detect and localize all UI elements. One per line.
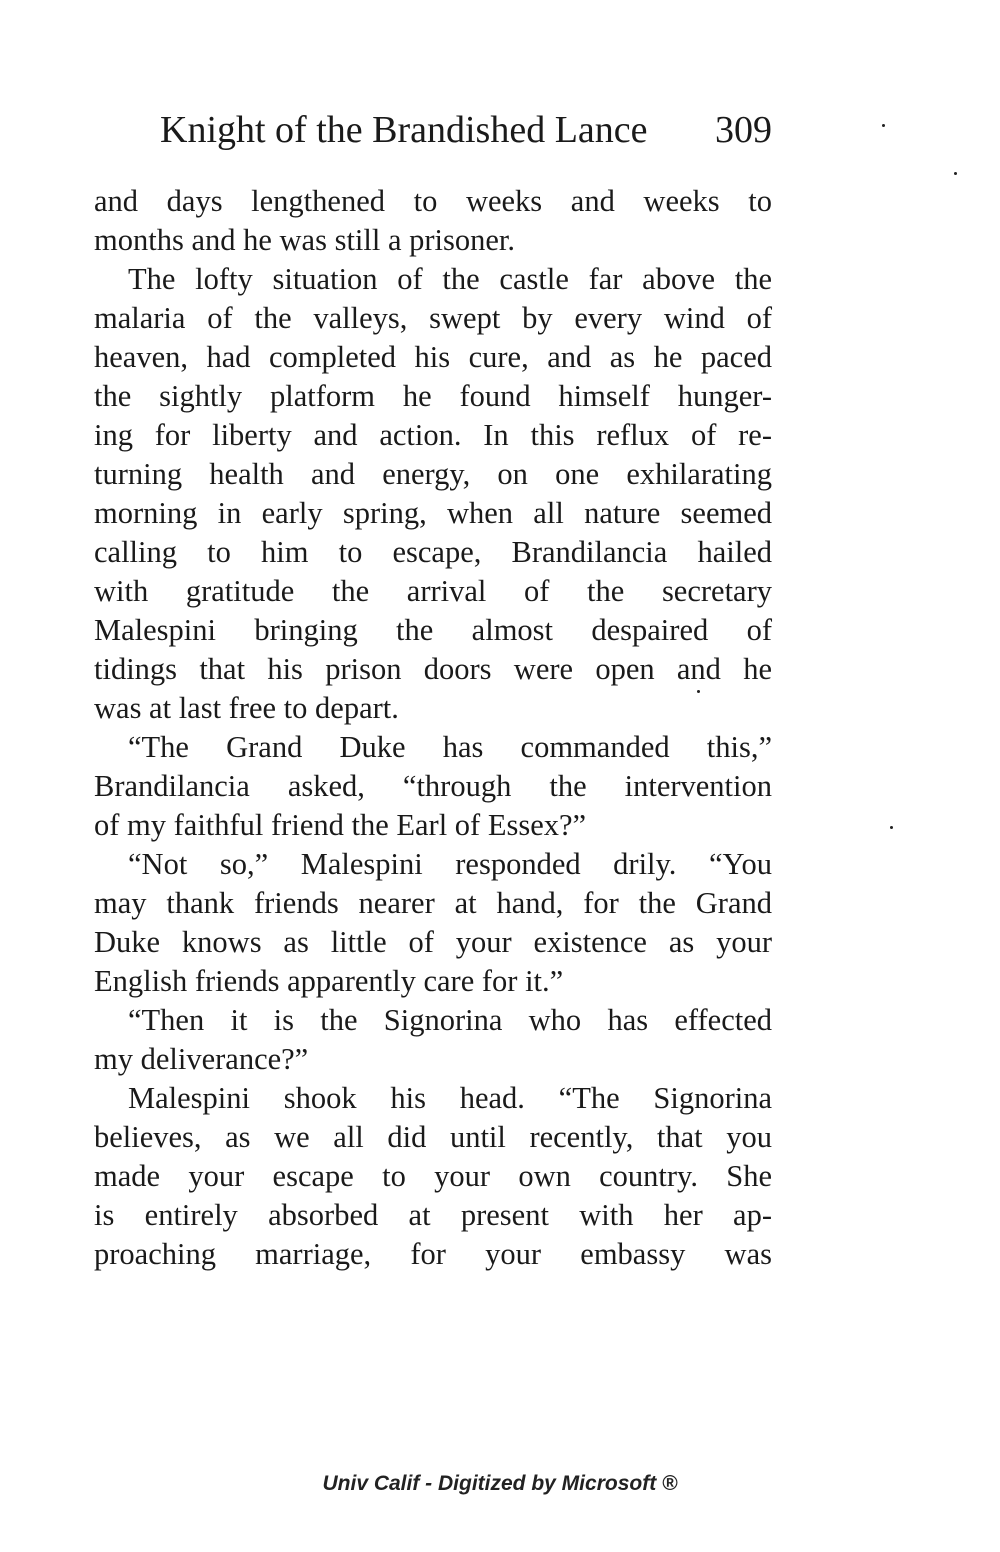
text-line: Brandilancia asked, “through the intervention (94, 769, 772, 803)
text-line: is entirely absorbed at present with her ap- (94, 1198, 772, 1232)
page-number: 309 (715, 109, 772, 151)
text-line: “The Grand Duke has commanded this,” (128, 730, 772, 764)
digitization-watermark: Univ Calif - Digitized by Microsoft ® (322, 1472, 678, 1495)
text-line: morning in early spring, when all nature seemed (94, 496, 772, 530)
text-line: English friends apparently care for it.” (94, 964, 564, 998)
scan-speck (954, 172, 957, 175)
text-line: heaven, had completed his cure, and as he paced (94, 340, 772, 374)
text-line: the sightly platform he found himself hunger- (94, 379, 772, 413)
scan-speck (890, 826, 893, 829)
text-line: “Not so,” Malespini responded drily. “You (128, 847, 772, 881)
text-line: proaching marriage, for your embassy was (94, 1237, 772, 1271)
text-line: The lofty situation of the castle far above the (128, 262, 772, 296)
text-line: with gratitude the arrival of the secretary (94, 574, 772, 608)
text-line: believes, as we all did until recently, that you (94, 1120, 772, 1154)
running-head-title: Knight of the Brandished Lance (160, 109, 648, 151)
running-head (160, 106, 772, 154)
text-line: tidings that his prison doors were open and he (94, 652, 772, 686)
text-line: malaria of the valleys, swept by every wind of (94, 301, 772, 335)
text-line: turning health and energy, on one exhilarating (94, 457, 772, 491)
text-line: was at last free to depart. (94, 691, 399, 725)
text-line: and days lengthened to weeks and weeks to (94, 184, 772, 218)
scan-speck (882, 124, 885, 127)
text-line: may thank friends nearer at hand, for the Grand (94, 886, 772, 920)
text-line: Malespini shook his head. “The Signorina (128, 1081, 772, 1115)
scan-speck (697, 690, 700, 693)
text-line: of my faithful friend the Earl of Essex?” (94, 808, 587, 842)
text-line: “Then it is the Signorina who has effected (128, 1003, 772, 1037)
body-text (94, 182, 772, 1274)
text-line: made your escape to your own country. She (94, 1159, 772, 1193)
text-line: my deliverance?” (94, 1042, 309, 1076)
text-line: Duke knows as little of your existence as your (94, 925, 772, 959)
text-line: Malespini bringing the almost despaired of (94, 613, 772, 647)
text-line: calling to him to escape, Brandilancia hailed (94, 535, 772, 569)
text-line: ing for liberty and action. In this reflux of re- (94, 418, 772, 452)
text-line: months and he was still a prisoner. (94, 223, 516, 257)
